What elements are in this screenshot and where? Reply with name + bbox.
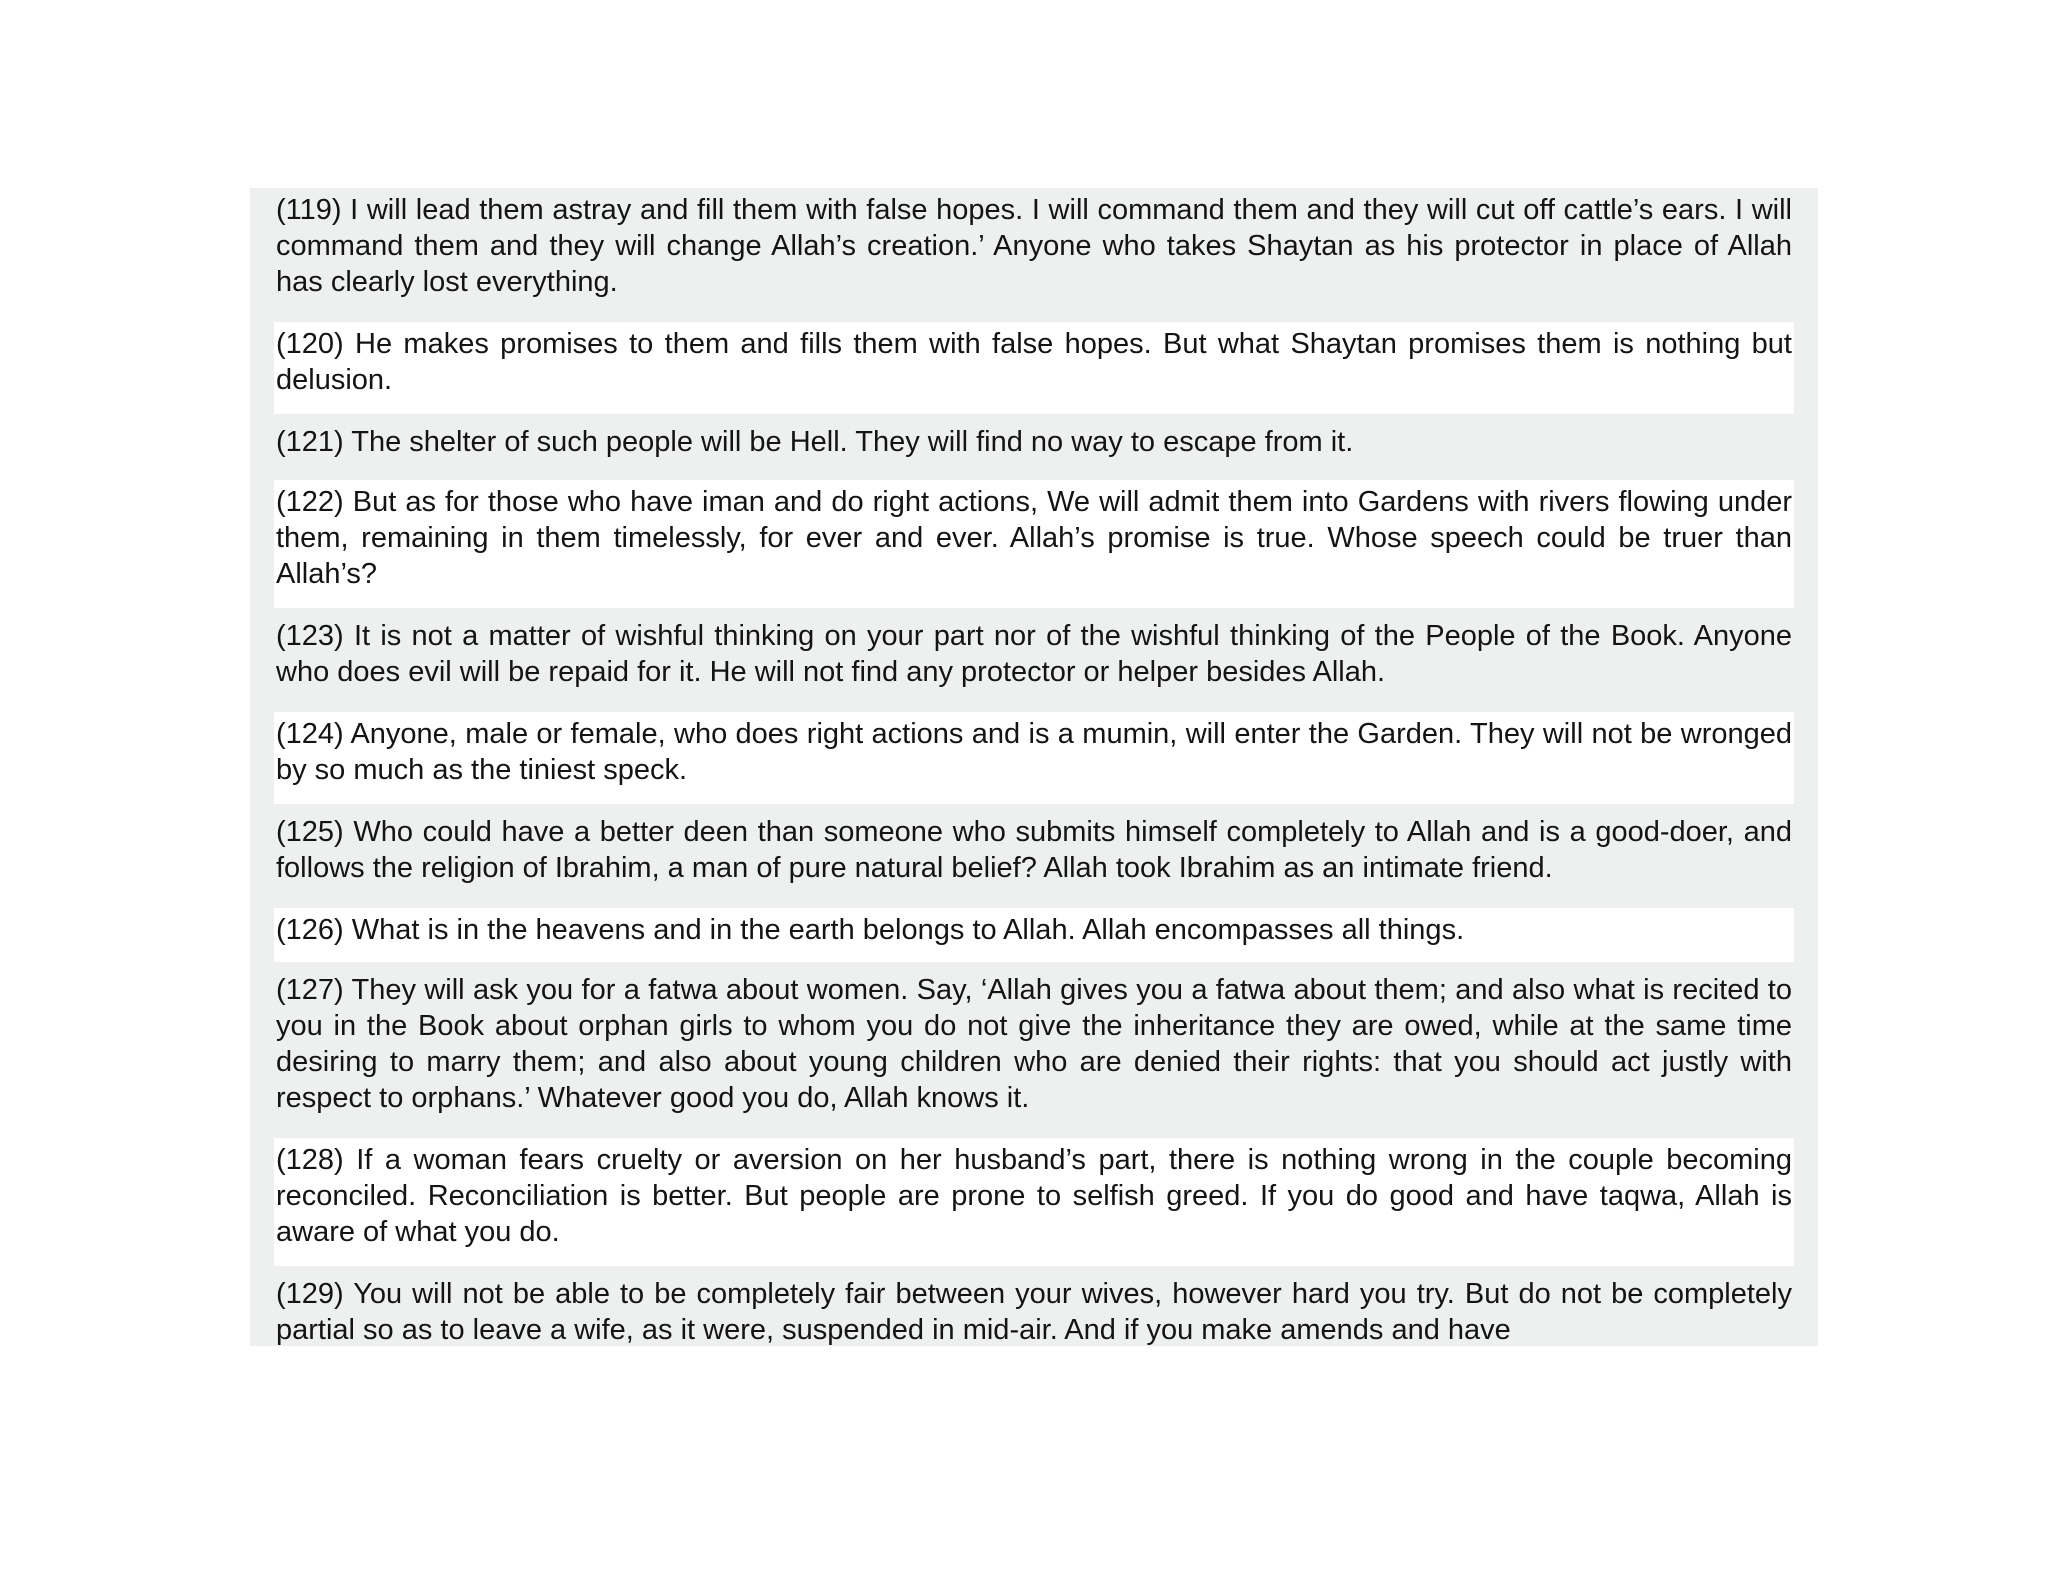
verse-panel bbox=[250, 188, 1818, 1346]
verse-121: (121) The shelter of such people will be Hell. They will find no way to escape from it. bbox=[274, 420, 1794, 474]
verse-123: (123) It is not a matter of wishful thinking on your part nor of the wishful thinking of the People of the Book. Anyone who does evil will be repaid for it. He will not find any protector or helper besides Allah. bbox=[274, 614, 1794, 706]
verse-127: (127) They will ask you for a fatwa about women. Say, ‘Allah gives you a fatwa about them; and also what is recited to you in the Book about orphan girls to whom you do not give the inheritance they are owed, while at the same time desiring to marry them; and also about young children who are denied their rights: that you should act justly with respect to orphans.’ Whatever good you do, Allah knows it. bbox=[274, 968, 1794, 1132]
verse-122: (122) But as for those who have iman and do right actions, We will admit them into Gardens with rivers flowing under them, remaining in them timelessly, for ever and ever. Allah’s promise is true. Whose speech could be truer than Allah’s? bbox=[274, 480, 1794, 608]
verse-128: (128) If a woman fears cruelty or aversion on her husband’s part, there is nothing wrong in the couple becoming reconciled. Reconciliation is better. But people are prone to selfish greed. If you do good and have taqwa, Allah is aware of what you do. bbox=[274, 1138, 1794, 1266]
verse-125: (125) Who could have a better deen than someone who submits himself completely to Allah and is a good-doer, and follows the religion of Ibrahim, a man of pure natural belief? Allah took Ibrahim as an intimate friend. bbox=[274, 810, 1794, 902]
verse-126: (126) What is in the heavens and in the earth belongs to Allah. Allah encompasses all things. bbox=[274, 908, 1794, 962]
verse-119: (119) I will lead them astray and fill them with false hopes. I will command them and they will cut off cattle’s ears. I will command them and they will change Allah’s creation.’ Anyone who takes Shaytan as his protector in place of Allah has clearly lost everything. bbox=[274, 188, 1794, 316]
verse-129: (129) You will not be able to be completely fair between your wives, however hard you try. But do not be completely partial so as to leave a wife, as it were, suspended in mid-air. And if you make amends and have bbox=[274, 1272, 1794, 1346]
verse-124: (124) Anyone, male or female, who does right actions and is a mumin, will enter the Garden. They will not be wronged by so much as the tiniest speck. bbox=[274, 712, 1794, 804]
verse-120: (120) He makes promises to them and fills them with false hopes. But what Shaytan promises them is nothing but delusion. bbox=[274, 322, 1794, 414]
